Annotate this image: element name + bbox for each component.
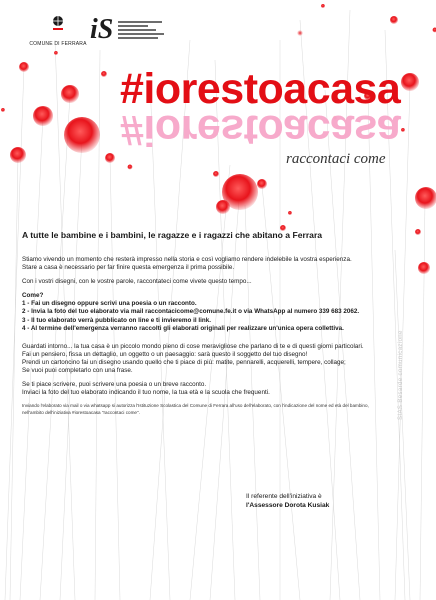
step-2: 2 - Invia la foto del tuo elaborato via mail raccontacicome@comune.fe.it o via WhatsApp al numero 339 683 2062. <box>22 308 360 316</box>
intro-paragraph: Stiamo vivendo un momento che resterà impresso nella storia e così vogliamo rendere indelebile la vostra esperienza. Stare a casa è necessario per far finire questa emergenza il prima possibile. <box>22 256 352 272</box>
istituzione-scolastica-logo <box>90 15 180 49</box>
body-text <box>22 230 414 422</box>
disclaimer: Inviando l'elaborato via mail o via whatsapp si autorizza l'Istituzione Scolastica del Comune di Ferrara all'uso dell'elaborato, con l'indicazione del nome ed età del bambino, nell'ambito dell'iniziativa #iorestoacasa "raccontaci come". <box>22 403 369 415</box>
comune-caption: COMUNE DI FERRARA <box>29 41 87 47</box>
comune-di-ferrara-logo <box>28 14 88 47</box>
step-3: 3 - Il tuo elaborato verrà pubblicato on line e ti invieremo il link. <box>22 316 211 324</box>
writing-instructions: Se ti piace scrivere, puoi scrivere una poesia o un breve racconto. Inviaci la foto del tuo elaborato indicando il tuo nome, la tua età e la scuola che frequenti. <box>22 381 270 397</box>
signature-role: Il referente dell'iniziativa è <box>246 493 322 500</box>
is-logo-text-lines <box>118 21 168 41</box>
is-logo-mark-icon: iS <box>90 14 114 45</box>
steps-title: Come? <box>22 292 44 300</box>
subtitle: raccontaci come <box>286 151 386 167</box>
steps-list <box>22 292 414 332</box>
signature-name: l'Assessore Dorota Kusiak <box>246 502 330 509</box>
body-heading: A tutte le bambine e i bambini, le ragazze e i ragazzi che abitano a Ferrara <box>22 230 323 240</box>
step-4: 4 - Al termine dell'emergenza verranno raccolti gli elaborati originali per realizzare un'unica opera collettiva. <box>22 324 344 332</box>
step-1: 1 - Fai un disegno oppure scrivi una poesia o un racconto. <box>22 300 197 308</box>
vertical-credit: SIAS Besarde comunicazione <box>398 330 404 420</box>
signature-block <box>246 492 416 510</box>
hashtag-title: #iorestoacasa <box>120 65 401 113</box>
drawing-instructions: Guardati intorno... la tua casa è un piccolo mondo pieno di cose meravigliose che parlano di te e di questi giorni particolari. Fai un pensiero, fissa un dettaglio, un oggetto o un paesaggio: sarà questo il soggetto del tuo disegno! Prendi un cartoncino fai un disegno usando quello che ti piace di più: matite, pennarelli, acquerelli, tempere, collage; Se vuoi puoi completarlo con una frase. <box>22 342 364 375</box>
hashtag-reflection: #iorestoacasa <box>120 106 401 154</box>
ferrara-crest-icon <box>49 14 67 34</box>
invite-paragraph: Con i vostri disegni, con le vostre parole, raccontateci come vivete questo tempo... <box>22 278 252 286</box>
